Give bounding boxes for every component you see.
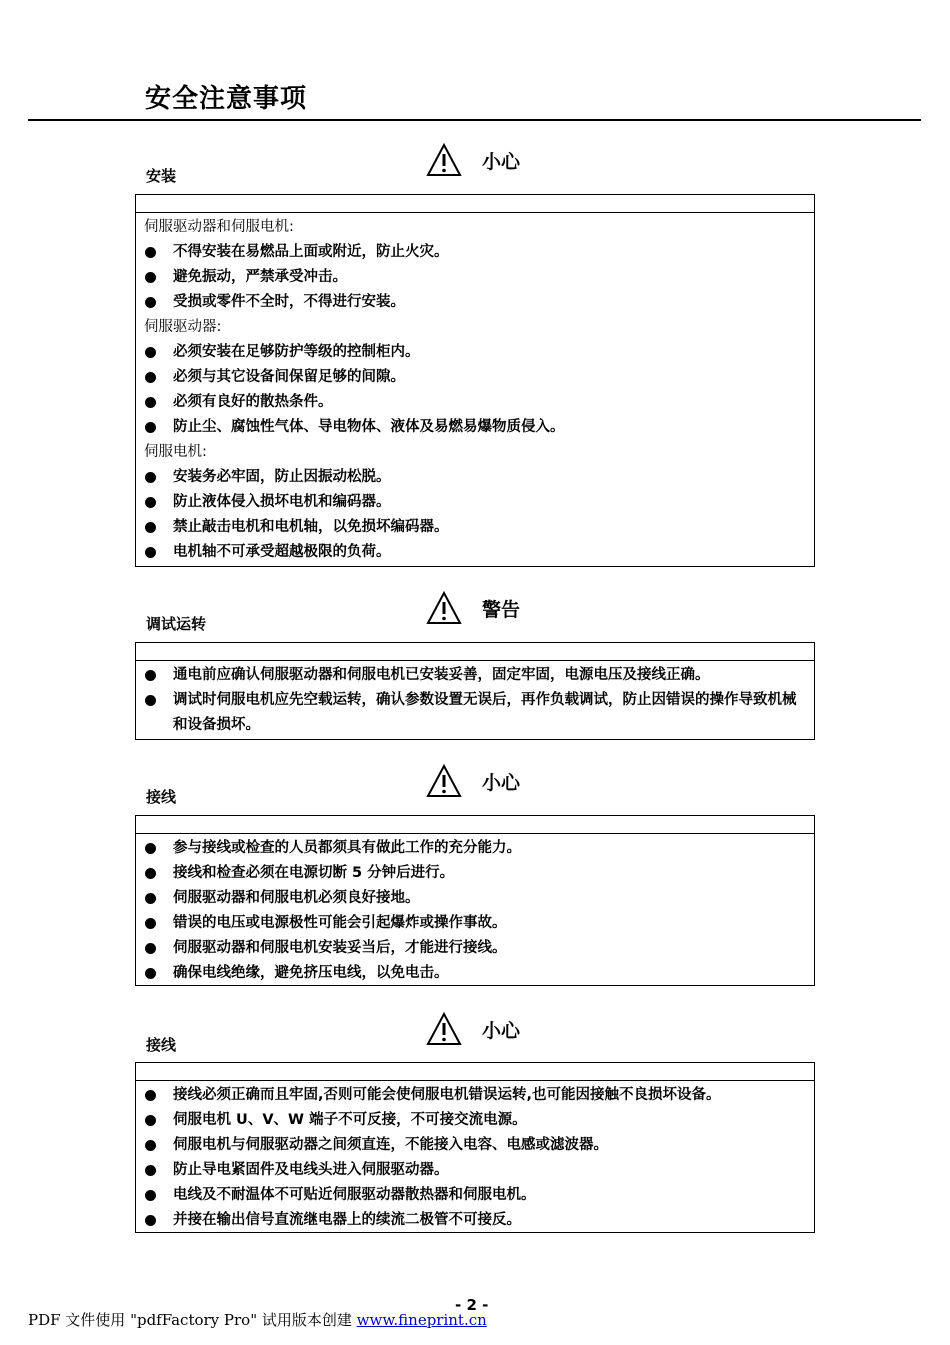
- bullet-icon: [145, 868, 156, 879]
- warning-triangle-icon: [426, 1012, 462, 1046]
- list-item-text: 必须安装在足够防护等级的控制柜内。: [173, 344, 420, 360]
- signal-word: 警告: [482, 598, 521, 621]
- warning-triangle-icon: [426, 764, 462, 798]
- list-item: [144, 663, 808, 688]
- bullet-icon: [145, 1090, 156, 1101]
- section-header: [0, 1009, 950, 1057]
- list-item: [144, 861, 808, 886]
- list-item-text: 伺服驱动器和伺服电机安装妥当后，才能进行接线。: [173, 940, 507, 956]
- list-item: [144, 340, 808, 365]
- bullet-icon: [145, 272, 156, 283]
- list-item: [144, 390, 808, 415]
- list-item-text: 电机轴不可承受超越极限的负荷。: [173, 544, 391, 560]
- signal-word: 小心: [482, 771, 521, 794]
- list-item: [144, 290, 808, 315]
- notice-box-header-strip: [136, 1063, 814, 1081]
- notice-box: [135, 194, 815, 567]
- section-header: [0, 761, 950, 809]
- list-item: [144, 1183, 808, 1208]
- section-commissioning: [0, 588, 950, 742]
- title-divider: [28, 119, 921, 121]
- bullet-icon: [145, 397, 156, 408]
- bullet-icon: [145, 943, 156, 954]
- list-item-text: 错误的电压或电源极性可能会引起爆炸或操作事故。: [173, 915, 507, 931]
- list-item: [144, 936, 808, 961]
- section-wiring-1: [0, 761, 950, 988]
- bullet-icon: [145, 968, 156, 979]
- list-item-text: 并接在输出信号直流继电器上的续流二极管不可接反。: [173, 1212, 521, 1228]
- notice-box-header-strip: [136, 816, 814, 834]
- list-item-text: 接线必须正确而且牢固,否则可能会使伺服电机错误运转,也可能因接触不良损坏设备。: [173, 1087, 721, 1103]
- bullet-icon: [145, 1215, 156, 1226]
- list-item: [144, 240, 808, 265]
- bullet-icon: [145, 522, 156, 533]
- bullet-icon: [145, 1140, 156, 1151]
- list-item-text: 电线及不耐温体不可贴近伺服驱动器散热器和伺服电机。: [173, 1187, 536, 1203]
- bullet-icon: [145, 297, 156, 308]
- list-item: [144, 490, 808, 515]
- section-header: [0, 588, 950, 636]
- list-item: [144, 415, 808, 440]
- notice-box: [135, 1062, 815, 1233]
- footer-link[interactable]: www.fineprint.cn: [356, 1311, 487, 1329]
- signal-word: 小心: [482, 150, 521, 173]
- bullet-icon: [145, 372, 156, 383]
- notice-box-body: [136, 834, 814, 988]
- notice-box-body: [136, 1081, 814, 1235]
- bullet-icon: [145, 547, 156, 558]
- warning-triangle-icon: [426, 591, 462, 625]
- footer: [28, 1309, 487, 1330]
- bullet-icon: [145, 1165, 156, 1176]
- bullet-icon: [145, 695, 156, 706]
- list-item: [144, 1133, 808, 1158]
- list-item: [144, 465, 808, 490]
- list-item-text: 防止液体侵入损坏电机和编码器。: [173, 494, 391, 510]
- list-item: [144, 365, 808, 390]
- section-label: 调试运转: [146, 615, 207, 633]
- list-item: [144, 1108, 808, 1133]
- list-item-text: 伺服驱动器和伺服电机必须良好接地。: [173, 890, 420, 906]
- bullet-icon: [145, 670, 156, 681]
- list-item: [144, 1158, 808, 1183]
- list-item-text: 通电前应确认伺服驱动器和伺服电机已安装妥善，固定牢固，电源电压及接线正确。: [173, 667, 710, 683]
- section-label: 接线: [146, 1036, 177, 1054]
- bullet-icon: [145, 347, 156, 358]
- list-item-text: 受损或零件不全时，不得进行安装。: [173, 294, 405, 310]
- list-item: [144, 961, 808, 986]
- subheading: 伺服驱动器和伺服电机:: [144, 219, 294, 235]
- list-item-text: 接线和检查必须在电源切断 5 分钟后进行。: [173, 865, 455, 881]
- list-item: [144, 1083, 808, 1108]
- subheading: 伺服电机:: [144, 444, 207, 460]
- notice-box-body: [136, 661, 814, 740]
- page-number: - 2 -: [455, 1296, 489, 1314]
- signal-word: 小心: [482, 1019, 521, 1042]
- list-item-text: 禁止敲击电机和电机轴，以免损坏编码器。: [173, 519, 449, 535]
- list-item-text: 必须与其它设备间保留足够的间隙。: [173, 369, 405, 385]
- notice-box-header-strip: [136, 643, 814, 661]
- page-title: 安全注意事项: [145, 84, 308, 114]
- list-item: [144, 886, 808, 911]
- section-wiring-2: [0, 1009, 950, 1235]
- list-item-text: 伺服电机与伺服驱动器之间须直连，不能接入电容、电感或滤波器。: [173, 1137, 608, 1153]
- bullet-icon: [145, 1115, 156, 1126]
- bullet-icon: [145, 422, 156, 433]
- list-item-text: 安装务必牢固，防止因振动松脱。: [173, 469, 391, 485]
- list-item: [144, 688, 808, 738]
- list-item: [144, 515, 808, 540]
- bullet-icon: [145, 472, 156, 483]
- list-item: [144, 836, 808, 861]
- section-install: [0, 140, 950, 569]
- list-item-text: 确保电线绝缘，避免挤压电线，以免电击。: [173, 965, 449, 981]
- list-item-text: 防止导电紧固件及电线头进入伺服驱动器。: [173, 1162, 449, 1178]
- signal-heading: [426, 140, 520, 180]
- signal-heading: [426, 588, 520, 628]
- bullet-icon: [145, 843, 156, 854]
- bullet-icon: [145, 497, 156, 508]
- section-label: 接线: [146, 788, 177, 806]
- list-item: [144, 265, 808, 290]
- section-label: 安装: [146, 167, 177, 185]
- list-item-text: 伺服电机 U、V、W 端子不可反接，不可接交流电源。: [173, 1112, 527, 1128]
- list-item: [144, 911, 808, 936]
- footer-text: PDF 文件使用 "pdfFactory Pro" 试用版本创建: [28, 1311, 357, 1329]
- list-item-text: 避免振动，严禁承受冲击。: [173, 269, 347, 285]
- list-item: [144, 1208, 808, 1233]
- section-header: [0, 140, 950, 188]
- warning-triangle-icon: [426, 143, 462, 177]
- notice-box: [135, 642, 815, 740]
- notice-box: [135, 815, 815, 986]
- list-item: [144, 540, 808, 565]
- signal-heading: [426, 761, 520, 801]
- subheading: 伺服驱动器:: [144, 319, 222, 335]
- notice-box-body: [136, 213, 814, 567]
- list-item-text: 参与接线或检查的人员都须具有做此工作的充分能力。: [173, 840, 521, 856]
- signal-heading: [426, 1009, 520, 1049]
- list-item-text: 不得安装在易燃品上面或附近，防止火灾。: [173, 244, 449, 260]
- list-item-text: 防止尘、腐蚀性气体、导电物体、液体及易燃易爆物质侵入。: [173, 419, 565, 435]
- bullet-icon: [145, 1190, 156, 1201]
- bullet-icon: [145, 893, 156, 904]
- bullet-icon: [145, 247, 156, 258]
- notice-box-header-strip: [136, 195, 814, 213]
- bullet-icon: [145, 918, 156, 929]
- list-item-text: 调试时伺服电机应先空载运转，确认参数设置无误后，再作负载调试，防止因错误的操作导致机械和设备损坏。: [173, 692, 797, 733]
- list-item-text: 必须有良好的散热条件。: [173, 394, 333, 410]
